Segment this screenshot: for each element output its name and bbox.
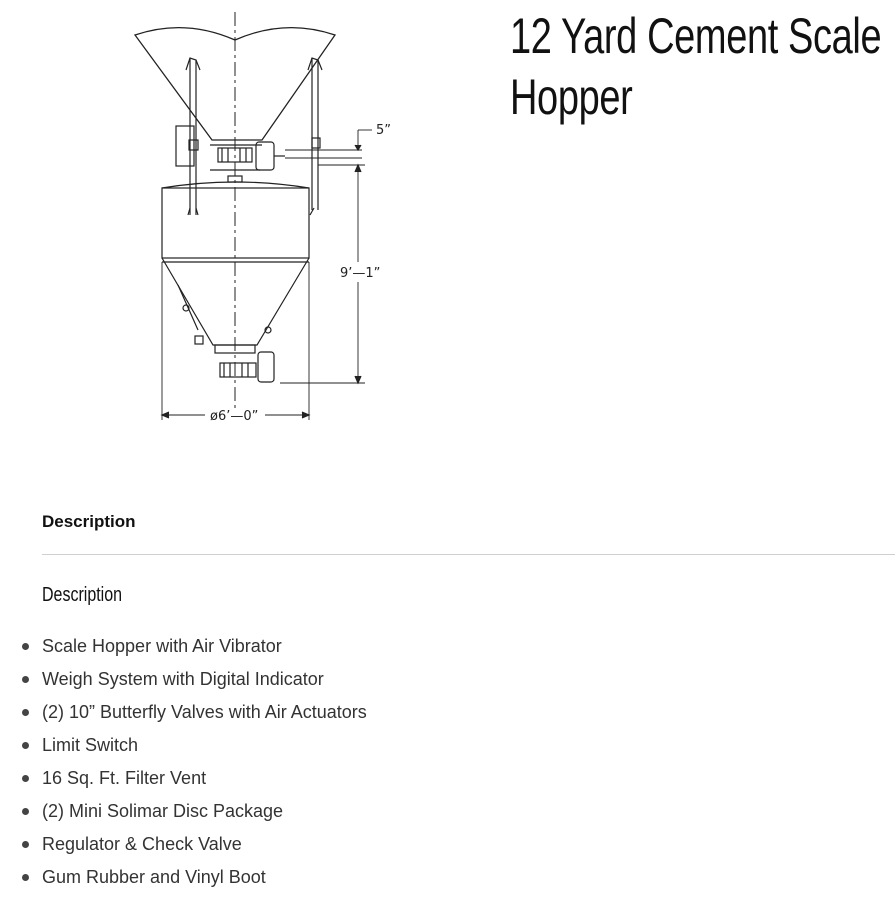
bullet-icon: [22, 874, 29, 881]
feature-text: (2) 10” Butterfly Valves with Air Actuators: [42, 702, 367, 722]
bullet-icon: [22, 841, 29, 848]
divider: [42, 554, 895, 555]
feature-text: 16 Sq. Ft. Filter Vent: [42, 768, 207, 788]
tab-description[interactable]: Description: [42, 512, 136, 531]
dimension-diameter-label: ø6’—0”: [210, 409, 259, 424]
list-item: [0, 663, 895, 696]
description-heading: Description: [42, 584, 123, 606]
bullet-icon: [22, 676, 29, 683]
product-title-line1: 12 Yard Cement Scale: [510, 8, 882, 64]
feature-text: Weigh System with Digital Indicator: [42, 669, 324, 689]
list-item: [0, 861, 895, 894]
bullet-icon: [22, 709, 29, 716]
dimension-top-label: 5”: [376, 123, 392, 138]
feature-text: Gum Rubber and Vinyl Boot: [42, 867, 266, 887]
product-title: [510, 6, 882, 128]
bullet-icon: [22, 808, 29, 815]
list-item: [0, 762, 895, 795]
dimension-height-label: 9’—1”: [340, 266, 381, 281]
list-item: [0, 630, 895, 663]
hopper-technical-drawing: [120, 5, 420, 430]
bullet-icon: [22, 643, 29, 650]
feature-text: Limit Switch: [42, 735, 139, 755]
bullet-icon: [22, 775, 29, 782]
list-item: [0, 729, 895, 762]
feature-text: Regulator & Check Valve: [42, 834, 242, 854]
list-item: [0, 828, 895, 861]
product-title-line2: Hopper: [510, 69, 633, 125]
feature-text: Scale Hopper with Air Vibrator: [42, 636, 282, 656]
list-item: [0, 696, 895, 729]
bullet-icon: [22, 742, 29, 749]
feature-text: (2) Mini Solimar Disc Package: [42, 801, 284, 821]
list-item: [0, 795, 895, 828]
feature-list: [0, 630, 895, 894]
